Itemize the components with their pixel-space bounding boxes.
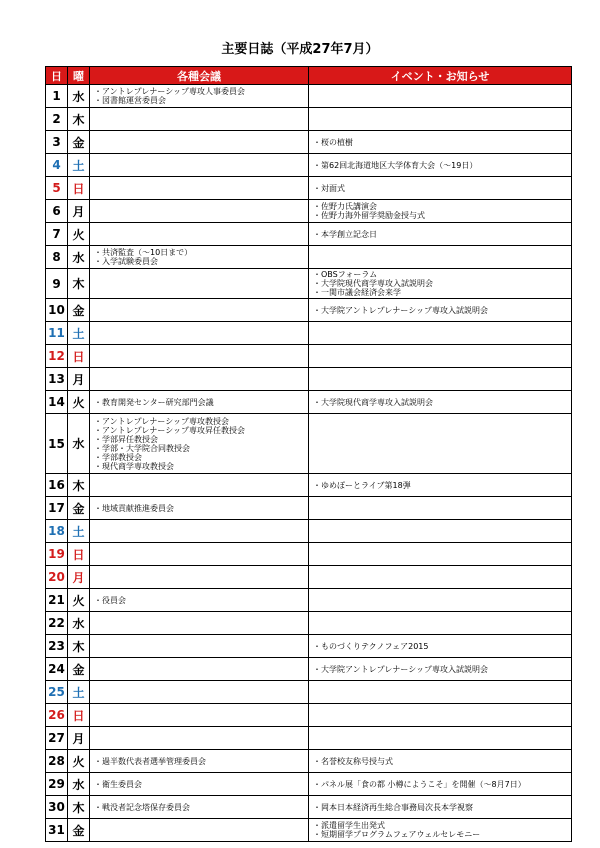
events-cell bbox=[309, 819, 572, 842]
event-item: ・大学院現代商学専攻入試説明会 bbox=[313, 279, 433, 288]
table-row bbox=[46, 819, 572, 842]
weekday: 木 bbox=[68, 635, 90, 658]
weekday: 火 bbox=[68, 391, 90, 414]
day-number: 20 bbox=[46, 566, 68, 589]
event-item: ・ゆめぽーとライブ第18弾 bbox=[313, 480, 411, 490]
meetings-cell bbox=[90, 819, 309, 842]
weekday: 火 bbox=[68, 589, 90, 612]
table-row bbox=[46, 750, 572, 773]
meetings-cell bbox=[90, 131, 309, 154]
meetings-cell bbox=[90, 246, 309, 269]
table-row bbox=[46, 299, 572, 322]
event-item: ・ものづくりテクノフェア2015 bbox=[313, 641, 429, 651]
header-events: イベント・お知らせ bbox=[309, 67, 572, 85]
day-number: 18 bbox=[46, 520, 68, 543]
meetings-cell bbox=[90, 681, 309, 704]
header-day: 日 bbox=[46, 67, 68, 85]
events-cell bbox=[309, 589, 572, 612]
day-number: 30 bbox=[46, 796, 68, 819]
day-number: 13 bbox=[46, 368, 68, 391]
day-number: 11 bbox=[46, 322, 68, 345]
meetings-cell bbox=[90, 414, 309, 474]
table-row bbox=[46, 131, 572, 154]
weekday: 水 bbox=[68, 612, 90, 635]
meetings-cell bbox=[90, 368, 309, 391]
events-cell bbox=[309, 658, 572, 681]
event-item: ・岡本日本経済再生総合事務局次長本学視察 bbox=[313, 802, 473, 812]
schedule-body bbox=[46, 85, 572, 842]
meetings-cell bbox=[90, 520, 309, 543]
weekday: 金 bbox=[68, 131, 90, 154]
weekday: 木 bbox=[68, 474, 90, 497]
day-number: 14 bbox=[46, 391, 68, 414]
weekday: 土 bbox=[68, 520, 90, 543]
event-item: ・本学創立記念日 bbox=[313, 229, 377, 239]
meetings-cell bbox=[90, 108, 309, 131]
event-item: ・第62回北海道地区大学体育大会（～19日） bbox=[313, 160, 478, 170]
meetings-cell bbox=[90, 796, 309, 819]
weekday: 日 bbox=[68, 704, 90, 727]
weekday: 月 bbox=[68, 727, 90, 750]
events-cell bbox=[309, 131, 572, 154]
meetings-cell bbox=[90, 177, 309, 200]
weekday: 金 bbox=[68, 819, 90, 842]
events-cell bbox=[309, 200, 572, 223]
events-cell bbox=[309, 223, 572, 246]
day-number: 6 bbox=[46, 200, 68, 223]
events-cell bbox=[309, 681, 572, 704]
events-cell bbox=[309, 474, 572, 497]
event-item: ・佐野力氏講演会 bbox=[313, 202, 377, 211]
weekday: 土 bbox=[68, 681, 90, 704]
events-cell bbox=[309, 154, 572, 177]
table-row bbox=[46, 391, 572, 414]
day-number: 15 bbox=[46, 414, 68, 474]
weekday: 火 bbox=[68, 750, 90, 773]
day-number: 29 bbox=[46, 773, 68, 796]
weekday: 木 bbox=[68, 269, 90, 299]
header-weekday: 曜 bbox=[68, 67, 90, 85]
meetings-cell bbox=[90, 704, 309, 727]
weekday: 土 bbox=[68, 154, 90, 177]
event-item: ・派遣留学生出発式 bbox=[313, 821, 385, 830]
meetings-cell bbox=[90, 223, 309, 246]
table-row bbox=[46, 589, 572, 612]
events-cell bbox=[309, 368, 572, 391]
meetings-cell bbox=[90, 566, 309, 589]
event-item: ・パネル展「食の都 小樽にようこそ」を開催（～8月7日） bbox=[313, 779, 526, 789]
events-cell bbox=[309, 727, 572, 750]
event-item: ・名誉校友称号授与式 bbox=[313, 756, 393, 766]
weekday: 木 bbox=[68, 108, 90, 131]
events-cell bbox=[309, 108, 572, 131]
meetings-cell bbox=[90, 322, 309, 345]
event-item: ・一関市議会経済会来学 bbox=[313, 288, 401, 297]
day-number: 23 bbox=[46, 635, 68, 658]
meeting-item: ・戦没者記念塔保存委員会 bbox=[94, 802, 190, 812]
day-number: 7 bbox=[46, 223, 68, 246]
events-cell bbox=[309, 543, 572, 566]
meeting-item: ・現代商学専攻教授会 bbox=[94, 461, 174, 471]
table-row bbox=[46, 635, 572, 658]
table-row bbox=[46, 322, 572, 345]
day-number: 19 bbox=[46, 543, 68, 566]
weekday: 水 bbox=[68, 85, 90, 108]
meeting-item: ・共済監査（～10日まで） bbox=[94, 248, 193, 257]
day-number: 17 bbox=[46, 497, 68, 520]
meeting-item: ・学部教授会 bbox=[94, 452, 142, 462]
table-row bbox=[46, 246, 572, 269]
table-row bbox=[46, 345, 572, 368]
event-item: ・対面式 bbox=[313, 183, 345, 193]
day-number: 9 bbox=[46, 269, 68, 299]
events-cell bbox=[309, 414, 572, 474]
table-row bbox=[46, 520, 572, 543]
events-cell bbox=[309, 635, 572, 658]
day-number: 28 bbox=[46, 750, 68, 773]
weekday: 日 bbox=[68, 543, 90, 566]
day-number: 31 bbox=[46, 819, 68, 842]
meetings-cell bbox=[90, 727, 309, 750]
weekday: 水 bbox=[68, 773, 90, 796]
meeting-item: ・学部昇任教授会 bbox=[94, 434, 158, 444]
events-cell bbox=[309, 85, 572, 108]
table-row bbox=[46, 177, 572, 200]
events-cell bbox=[309, 750, 572, 773]
event-item: ・桜の植樹 bbox=[313, 137, 353, 147]
weekday: 日 bbox=[68, 345, 90, 368]
meetings-cell bbox=[90, 589, 309, 612]
header-meetings: 各種会議 bbox=[90, 67, 309, 85]
meetings-cell bbox=[90, 85, 309, 108]
events-cell bbox=[309, 566, 572, 589]
meeting-item: ・アントレプレナーシップ専攻昇任教授会 bbox=[94, 425, 246, 435]
day-number: 2 bbox=[46, 108, 68, 131]
table-row bbox=[46, 414, 572, 474]
schedule-table bbox=[45, 66, 572, 842]
table-row bbox=[46, 566, 572, 589]
page-title: 主要日誌（平成27年7月） bbox=[221, 42, 379, 57]
event-item: ・OBSフォーラム bbox=[313, 270, 378, 279]
events-cell bbox=[309, 322, 572, 345]
day-number: 25 bbox=[46, 681, 68, 704]
weekday: 金 bbox=[68, 299, 90, 322]
events-cell bbox=[309, 177, 572, 200]
meetings-cell bbox=[90, 200, 309, 223]
meetings-cell bbox=[90, 750, 309, 773]
meetings-cell bbox=[90, 269, 309, 299]
day-number: 4 bbox=[46, 154, 68, 177]
meeting-item: ・衛生委員会 bbox=[94, 779, 142, 789]
table-row bbox=[46, 368, 572, 391]
meeting-item: ・入学試験委員会 bbox=[94, 257, 158, 266]
table-row bbox=[46, 474, 572, 497]
meeting-item: ・過半数代表者選挙管理委員会 bbox=[94, 756, 206, 766]
meetings-cell bbox=[90, 154, 309, 177]
event-item: ・大学院アントレプレナーシップ専攻入試説明会 bbox=[313, 305, 489, 315]
events-cell bbox=[309, 269, 572, 299]
weekday: 月 bbox=[68, 566, 90, 589]
weekday: 水 bbox=[68, 414, 90, 474]
weekday: 水 bbox=[68, 246, 90, 269]
table-row bbox=[46, 773, 572, 796]
events-cell bbox=[309, 391, 572, 414]
table-row bbox=[46, 681, 572, 704]
weekday: 木 bbox=[68, 796, 90, 819]
table-row bbox=[46, 612, 572, 635]
meeting-item: ・アントレプレナーシップ専攻教授会 bbox=[94, 416, 230, 426]
table-row bbox=[46, 543, 572, 566]
weekday: 日 bbox=[68, 177, 90, 200]
table-row bbox=[46, 796, 572, 819]
meeting-item: ・図書館運営委員会 bbox=[94, 96, 166, 105]
events-cell bbox=[309, 246, 572, 269]
events-cell bbox=[309, 773, 572, 796]
meetings-cell bbox=[90, 345, 309, 368]
event-item: ・大学院アントレプレナーシップ専攻入試説明会 bbox=[313, 664, 489, 674]
event-item: ・佐野力海外留学奨励金授与式 bbox=[313, 211, 425, 220]
table-row bbox=[46, 497, 572, 520]
day-number: 21 bbox=[46, 589, 68, 612]
meetings-cell bbox=[90, 612, 309, 635]
table-row bbox=[46, 200, 572, 223]
meetings-cell bbox=[90, 773, 309, 796]
day-number: 3 bbox=[46, 131, 68, 154]
weekday: 金 bbox=[68, 497, 90, 520]
meetings-cell bbox=[90, 543, 309, 566]
day-number: 22 bbox=[46, 612, 68, 635]
day-number: 5 bbox=[46, 177, 68, 200]
meeting-item: ・アントレプレナーシップ専攻人事委員会 bbox=[94, 87, 246, 96]
weekday: 土 bbox=[68, 322, 90, 345]
table-row bbox=[46, 223, 572, 246]
table-row bbox=[46, 727, 572, 750]
meetings-cell bbox=[90, 391, 309, 414]
meetings-cell bbox=[90, 635, 309, 658]
event-item: ・大学院現代商学専攻入試説明会 bbox=[313, 397, 433, 407]
table-row bbox=[46, 85, 572, 108]
meeting-item: ・役員会 bbox=[94, 595, 126, 605]
table-row bbox=[46, 658, 572, 681]
table-row bbox=[46, 704, 572, 727]
day-number: 27 bbox=[46, 727, 68, 750]
events-cell bbox=[309, 612, 572, 635]
day-number: 24 bbox=[46, 658, 68, 681]
events-cell bbox=[309, 704, 572, 727]
day-number: 16 bbox=[46, 474, 68, 497]
events-cell bbox=[309, 299, 572, 322]
meeting-item: ・教育開発センター研究部門会議 bbox=[94, 397, 214, 407]
meetings-cell bbox=[90, 658, 309, 681]
weekday: 火 bbox=[68, 223, 90, 246]
event-item: ・短期留学プログラムフェアウェルセレモニー bbox=[313, 830, 481, 839]
day-number: 1 bbox=[46, 85, 68, 108]
weekday: 金 bbox=[68, 658, 90, 681]
day-number: 26 bbox=[46, 704, 68, 727]
header-row bbox=[46, 67, 572, 85]
day-number: 12 bbox=[46, 345, 68, 368]
meeting-item: ・地域貢献推進委員会 bbox=[94, 503, 174, 513]
meetings-cell bbox=[90, 299, 309, 322]
events-cell bbox=[309, 345, 572, 368]
weekday: 月 bbox=[68, 368, 90, 391]
meeting-item: ・学部・大学院合同教授会 bbox=[94, 443, 190, 453]
day-number: 8 bbox=[46, 246, 68, 269]
events-cell bbox=[309, 520, 572, 543]
events-cell bbox=[309, 796, 572, 819]
day-number: 10 bbox=[46, 299, 68, 322]
meetings-cell bbox=[90, 497, 309, 520]
meetings-cell bbox=[90, 474, 309, 497]
weekday: 月 bbox=[68, 200, 90, 223]
events-cell bbox=[309, 497, 572, 520]
table-row bbox=[46, 154, 572, 177]
table-row bbox=[46, 108, 572, 131]
table-row bbox=[46, 269, 572, 299]
